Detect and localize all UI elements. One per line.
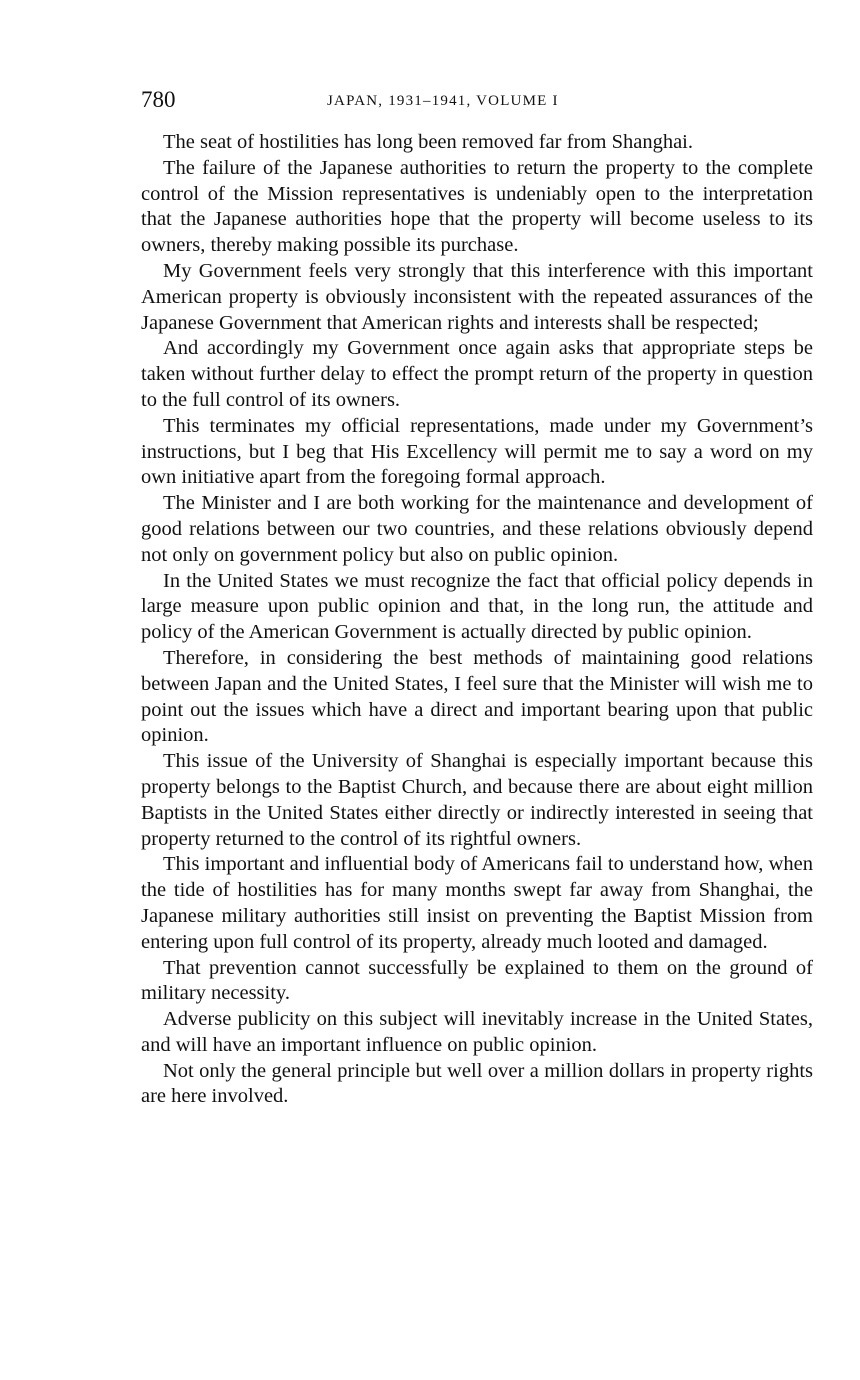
paragraph: That prevention cannot successfully be explained to them on the ground of military necessity. [141, 956, 813, 1005]
paragraph: Not only the general principle but well over a million dollars in property rights are here involved. [141, 1059, 813, 1108]
paragraph: Therefore, in considering the best methods of maintaining good relations between Japan and the United States, I feel sure that the Minister will wish me to point out the issues which have a direct and important bearing upon that public opinion. [141, 646, 813, 747]
paragraph: This terminates my official representations, made under my Government’s instructions, but I beg that His Excellency will permit me to say a word on my own initiative apart from the foregoing formal approach. [141, 414, 813, 489]
running-title: JAPAN, 1931–1941, VOLUME I [327, 93, 559, 109]
paragraph: Adverse publicity on this subject will inevitably increase in the United States, and will have an important influence on public opinion. [141, 1008, 813, 1056]
paragraph: This issue of the University of Shanghai is especially important because this property belongs to the Baptist Church, and because there are about eight million Baptists in the United States either directly or indirectly interested in seeing that property returned to the control of its rightful owners. [141, 750, 813, 850]
paragraph: This important and influential body of Americans fail to understand how, when the tide of hostilities has for many months swept far away from Shanghai, the Japanese military authorities still insist on preventing the Baptist Mission from entering upon full control of its property, already much looted and damaged. [141, 853, 813, 953]
paragraph: The seat of hostilities has long been removed far from Shanghai. [163, 131, 694, 153]
body-text [141, 130, 813, 1110]
page-number: 780 [141, 87, 176, 112]
page-header [141, 86, 813, 114]
paragraph: In the United States we must recognize the fact that official policy depends in large measure upon public opinion and that, in the long run, the attitude and policy of the American Government is actually directed by public opinion. [141, 569, 813, 644]
paragraph: And accordingly my Government once again asks that appropriate steps be taken without further delay to effect the prompt return of the property in question to the full control of its owners. [141, 337, 813, 411]
paragraph: The failure of the Japanese authorities to return the property to the complete control of the Mission representatives is undeniably open to the interpretation that the Japanese authorities hope that the property will become useless to its owners, thereby making possible its purchase. [141, 156, 813, 257]
paragraph: My Government feels very strongly that this interference with this important American property is obviously inconsistent with the repeated assurances of the Japanese Government that American rights and interests shall be respected; [141, 259, 813, 334]
paragraph: The Minister and I are both working for the maintenance and development of good relations between our two countries, and these relations obviously depend not only on government policy but also on public opinion. [141, 492, 813, 566]
